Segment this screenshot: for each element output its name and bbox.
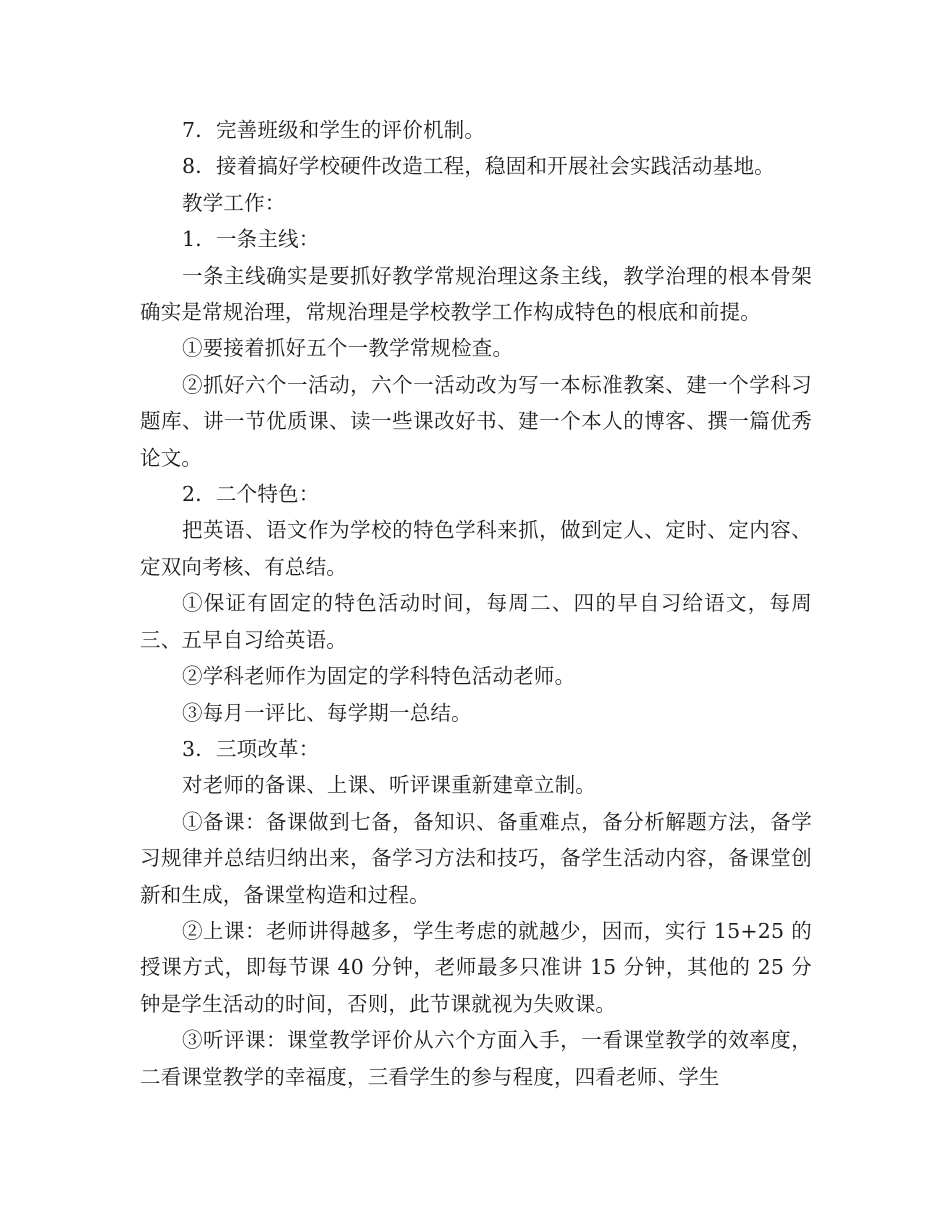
subheading-three-reforms: 3．三项改革： (182, 736, 320, 761)
paragraph-reforms-intro: 对老师的备课、上课、听评课重新建章立制。 (182, 773, 596, 798)
paragraph-five-checks: ①要接着抓好五个一教学常规检查。 (182, 336, 514, 361)
subheading-one-main-line: 1．一条主线： (182, 227, 320, 252)
paragraph-item-7: 7．完善班级和学生的评价机制。 (182, 118, 486, 142)
subheading-two-features: 2．二个特色： (182, 482, 320, 507)
paragraph-main-line: 一条主线确实是要抓好教学常规治理这条主线，教学治理的根本骨架确实是常规治理，常规治理是学校教学工作构成特色的根底和前提。 (140, 263, 812, 325)
paragraph-features-intro: 把英语、语文作为学校的特色学科来抓，做到定人、定时、定内容、定双向考核、有总结。 (140, 518, 812, 579)
document-body (140, 112, 812, 1095)
paragraph-fixed-time: ①保证有固定的特色活动时间，每周二、四的早自习给语文，每周三、五早自习给英语。 (140, 591, 812, 652)
paragraph-monthly-review: ③每月一评比、每学期一总结。 (182, 700, 472, 725)
paragraph-evaluation: ③听评课：课堂教学评价从六个方面入手，一看课堂教学的效率度，二看课堂教学的幸福度，三看学生的参与程度，四看老师、学生 (140, 1028, 812, 1089)
paragraph-fixed-teacher: ②学科老师作为固定的学科特色活动老师。 (182, 664, 576, 689)
paragraph-lesson-prep: ①备课：备课做到七备，备知识、备重难点，备分析解题方法，备学习规律并总结归纳出来，备学习方法和技巧，备学生活动内容，备课堂创新和生成，备课堂构造和过程。 (140, 809, 812, 907)
paragraph-six-activities: ②抓好六个一活动，六个一活动改为写一本标准教案、建一个学科习题库、讲一节优质课、读一些课改好书、建一个本人的博客、撰一篇优秀论文。 (140, 372, 812, 470)
section-heading-teaching: 教学工作： (182, 190, 286, 215)
paragraph-item-8: 8．接着搞好学校硬件改造工程，稳固和开展社会实践活动基地。 (182, 154, 775, 179)
paragraph-teaching-class: ②上课：老师讲得越多，学生考虑的就越少，因而，实行 15+25 的授课方式，即每节课 40 分钟，老师最多只准讲 15 分钟，其他的 25 分钟是学生活动的时间，否则，此节课就视为失败课。 (140, 918, 812, 1016)
